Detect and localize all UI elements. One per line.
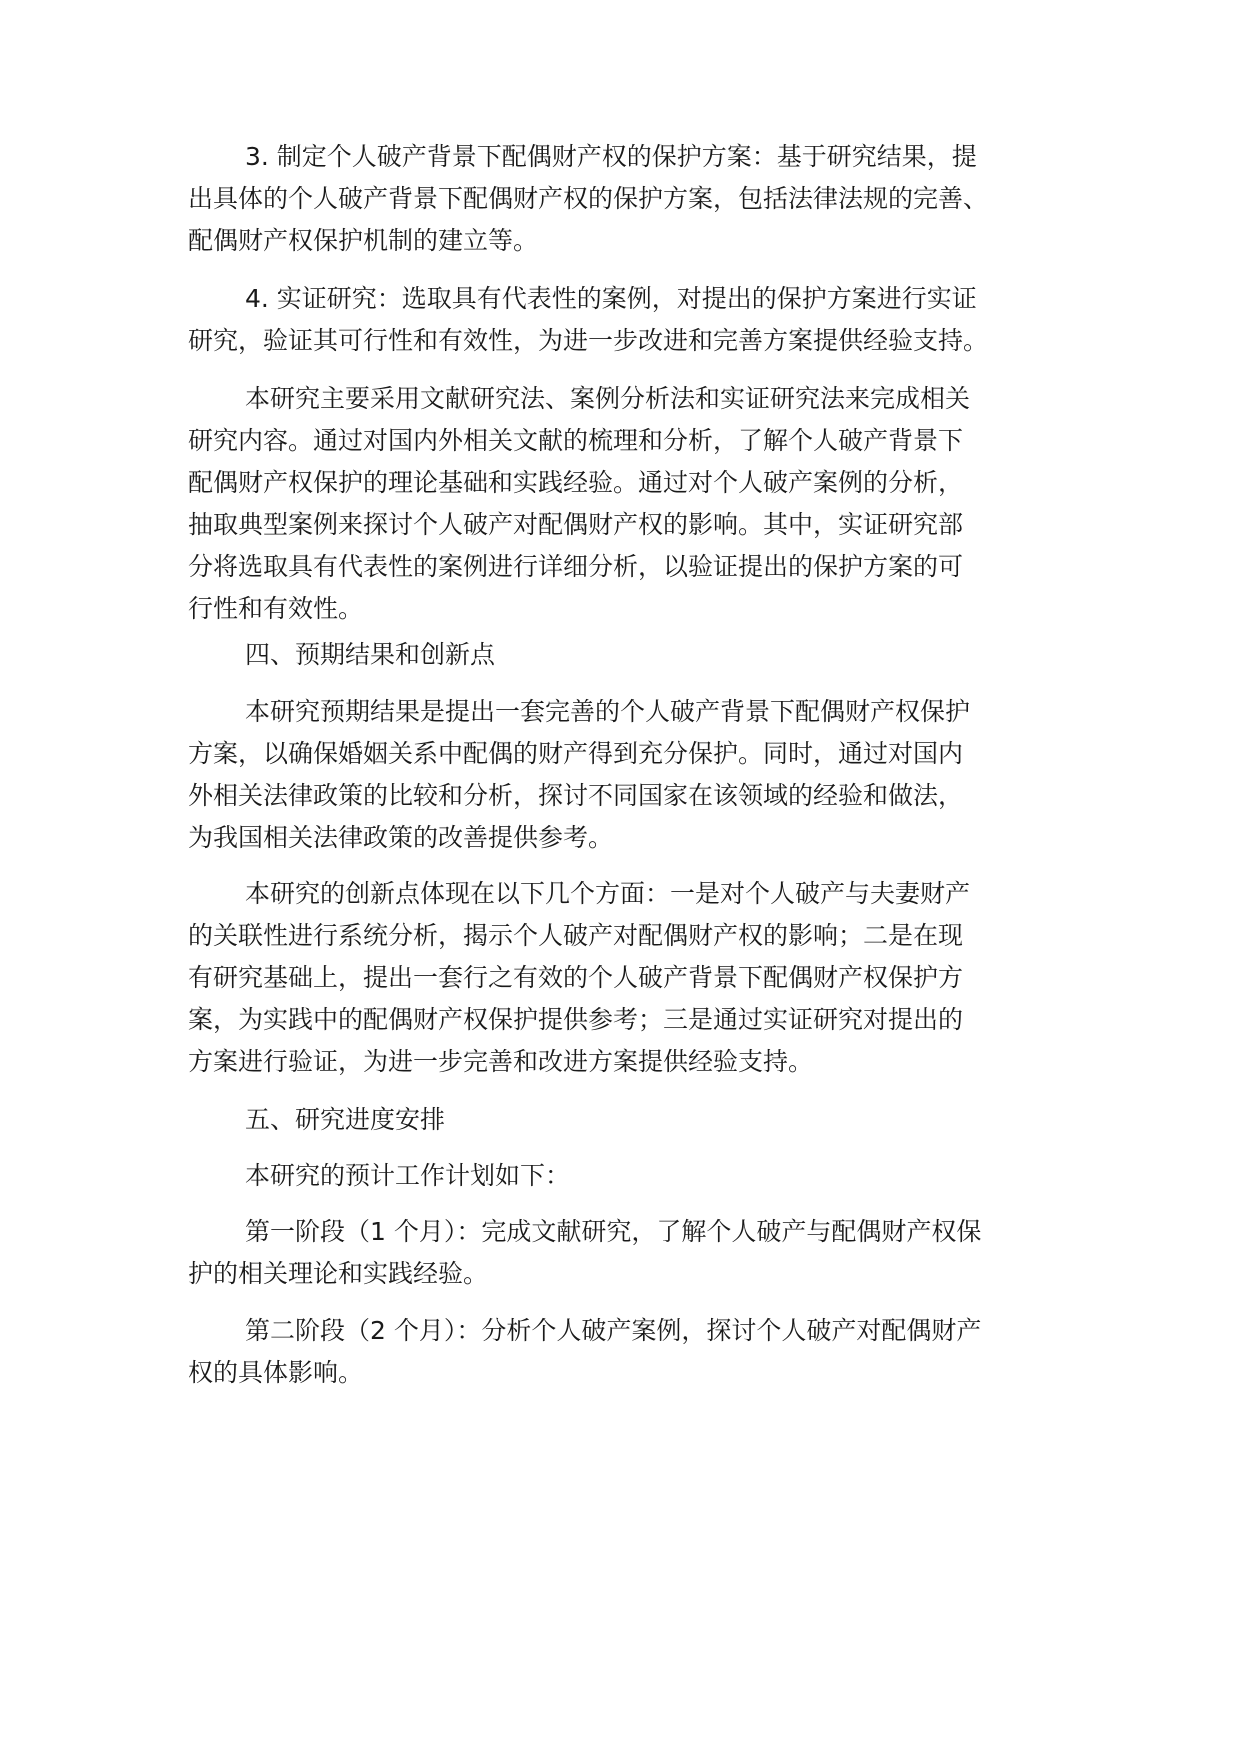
text-line: 方案，以确保婚姻关系中配偶的财产得到充分保护。同时，通过对国内	[188, 739, 964, 768]
text-line: 本研究的预计工作计划如下：	[245, 1161, 571, 1190]
text-line: 有研究基础上，提出一套行之有效的个人破产背景下配偶财产权保护方	[188, 963, 964, 992]
text-line: 本研究的创新点体现在以下几个方面：一是对个人破产与夫妻财产	[245, 879, 971, 908]
text-line: 外相关法律政策的比较和分析，探讨不同国家在该领域的经验和做法，	[188, 781, 964, 810]
paragraph-item-3-protection-plan	[188, 136, 1088, 262]
paragraph-research-methods	[188, 378, 1088, 630]
text-line: 分将选取具有代表性的案例进行详细分析，以验证提出的保护方案的可	[188, 552, 964, 581]
paragraph-item-4-empirical-research	[188, 278, 1088, 362]
paragraph-expected-results	[188, 691, 1088, 859]
text-line: 方案进行验证，为进一步完善和改进方案提供经验支持。	[188, 1047, 814, 1076]
text-line: 的关联性进行系统分析，揭示个人破产对配偶财产权的影响；二是在现	[188, 921, 964, 950]
text-line: 权的具体影响。	[188, 1358, 364, 1387]
section-heading-5	[188, 1099, 1088, 1141]
section-title: 五、研究进度安排	[245, 1105, 446, 1134]
paragraph-schedule-intro	[188, 1155, 1088, 1197]
text-line: 本研究预期结果是提出一套完善的个人破产背景下配偶财产权保护	[245, 697, 971, 726]
text-line: 第二阶段（2 个月）：分析个人破产案例，探讨个人破产对配偶财产	[245, 1316, 982, 1345]
paragraph-innovation-points	[188, 873, 1088, 1083]
text-line: 出具体的个人破产背景下配偶财产权的保护方案，包括法律法规的完善、	[188, 184, 989, 213]
text-line: 4. 实证研究：选取具有代表性的案例，对提出的保护方案进行实证	[245, 284, 977, 313]
section-heading-4	[188, 634, 1088, 676]
text-line: 配偶财产权保护的理论基础和实践经验。通过对个人破产案例的分析，	[188, 468, 964, 497]
paragraph-phase-2	[188, 1310, 1088, 1394]
text-line: 护的相关理论和实践经验。	[188, 1259, 489, 1288]
text-line: 研究内容。通过对国内外相关文献的梳理和分析，了解个人破产背景下	[188, 426, 964, 455]
text-line: 抽取典型案例来探讨个人破产对配偶财产权的影响。其中，实证研究部	[188, 510, 964, 539]
text-line: 3. 制定个人破产背景下配偶财产权的保护方案：基于研究结果，提	[245, 142, 977, 171]
text-line: 第一阶段（1 个月）：完成文献研究，了解个人破产与配偶财产权保	[245, 1217, 982, 1246]
text-line: 本研究主要采用文献研究法、案例分析法和实证研究法来完成相关	[245, 384, 971, 413]
text-line: 行性和有效性。	[188, 594, 364, 623]
paragraph-phase-1	[188, 1211, 1088, 1295]
text-line: 研究，验证其可行性和有效性，为进一步改进和完善方案提供经验支持。	[188, 326, 989, 355]
text-line: 案，为实践中的配偶财产权保护提供参考；三是通过实证研究对提出的	[188, 1005, 964, 1034]
section-title: 四、预期结果和创新点	[245, 640, 496, 669]
text-line: 配偶财产权保护机制的建立等。	[188, 226, 539, 255]
text-line: 为我国相关法律政策的改善提供参考。	[188, 823, 614, 852]
